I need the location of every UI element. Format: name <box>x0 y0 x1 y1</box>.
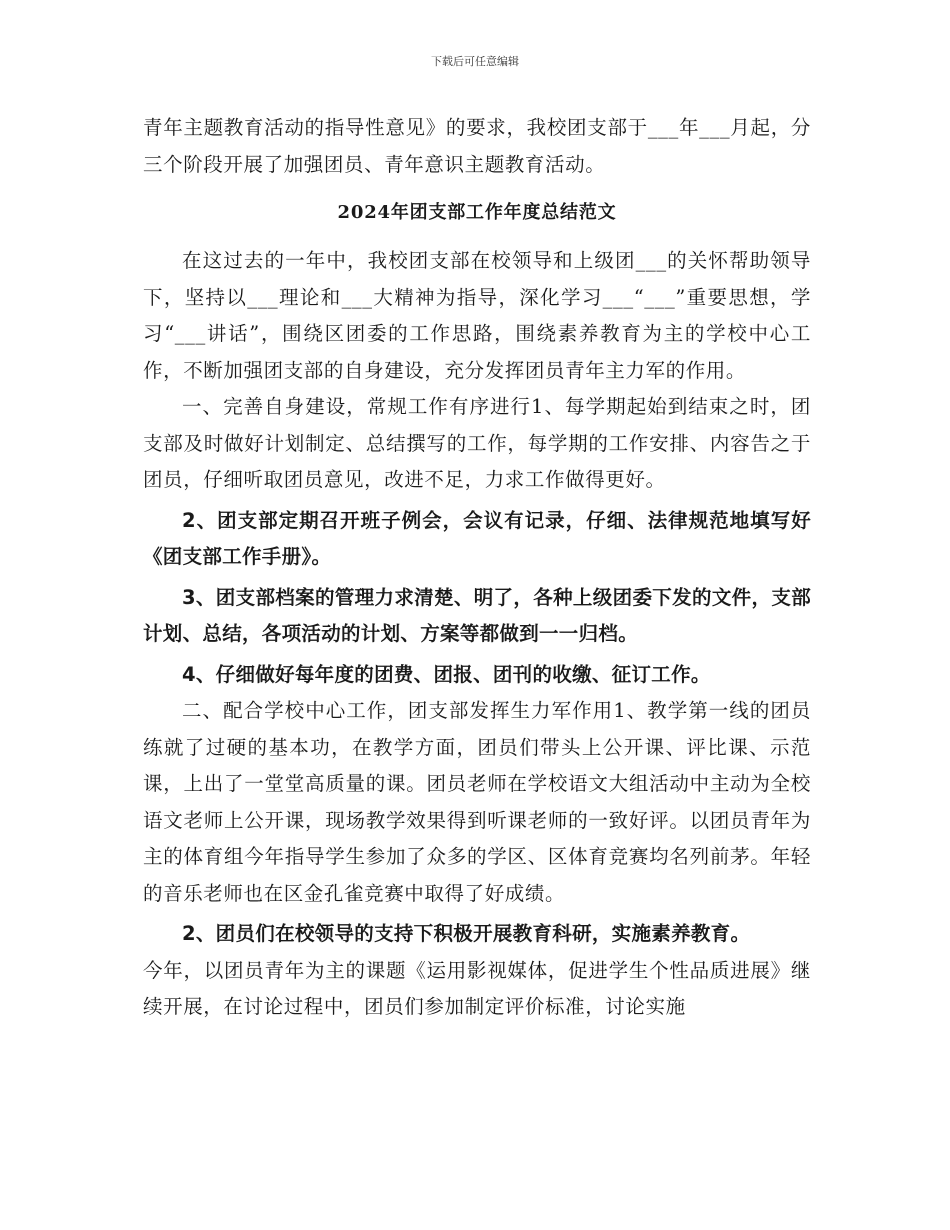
document-body <box>143 110 811 1026</box>
paragraph-8: 今年，以团员青年为主的课题《运用影视媒体，促进学生个性品质进展》继续开展，在讨论过程中，团员们参加制定评价标准，讨论实施 <box>143 958 811 1018</box>
document-title: 2024年团支部工作年度总结范文 <box>337 202 617 223</box>
paragraph-2: 一、完善自身建设，常规工作有序进行1、每学期起始到结束之时，团支部及时做好计划制定、总结撰写的工作，每学期的工作安排、内容告之于团员，仔细听取团员意见，改进不足，力求工作做得更好。 <box>143 395 811 491</box>
paragraph-4-bold: 3、团支部档案的管理力求清楚、明了，各种上级团委下发的文件，支部计划、总结，各项活动的计划、方案等都做到一一归档。 <box>143 585 811 645</box>
paragraph-7-bold: 2、团员们在校领导的支持下积极开展教育科研，实施素养教育。 <box>182 922 751 945</box>
intro-paragraph: 青年主题教育活动的指导性意见》的要求，我校团支部于___年___月起，分三个阶段开展了加强团员、青年意识主题教育活动。 <box>143 116 811 176</box>
paragraph-5-bold: 4、仔细做好每年度的团费、团报、团刊的收缴、征订工作。 <box>182 662 711 686</box>
paragraph-6: 二、配合学校中心工作，团支部发挥生力军作用1、教学第一线的团员练就了过硬的基本功，在教学方面，团员们带头上公开课、评比课、示范课，上出了一堂堂高质量的课。团员老师在学校语文大组活动中主动为全校语文老师上公开课，现场教学效果得到听课老师的一致好评。以团员青年为主的体育组今年指导学生参加了众多的学区、区体育竞赛均名列前茅。年轻的音乐老师也在区金孔雀竞赛中取得了好成绩。 <box>143 699 811 905</box>
page-header-note: 下载后可任意编辑 <box>431 55 519 68</box>
paragraph-1: 在这过去的一年中，我校团支部在校领导和上级团___的关怀帮助领导下，坚持以___理论和___大精神为指导，深化学习___“___”重要思想，学习“___讲话”，围绕区团委的工作思路，围绕素养教育为主的学校中心工作，不断加强团支部的自身建设，充分发挥团员青年主力军的作用。 <box>143 249 811 382</box>
paragraph-3-bold: 2、团支部定期召开班子例会，会议有记录，仔细、法律规范地填写好《团支部工作手册》。 <box>143 508 811 568</box>
